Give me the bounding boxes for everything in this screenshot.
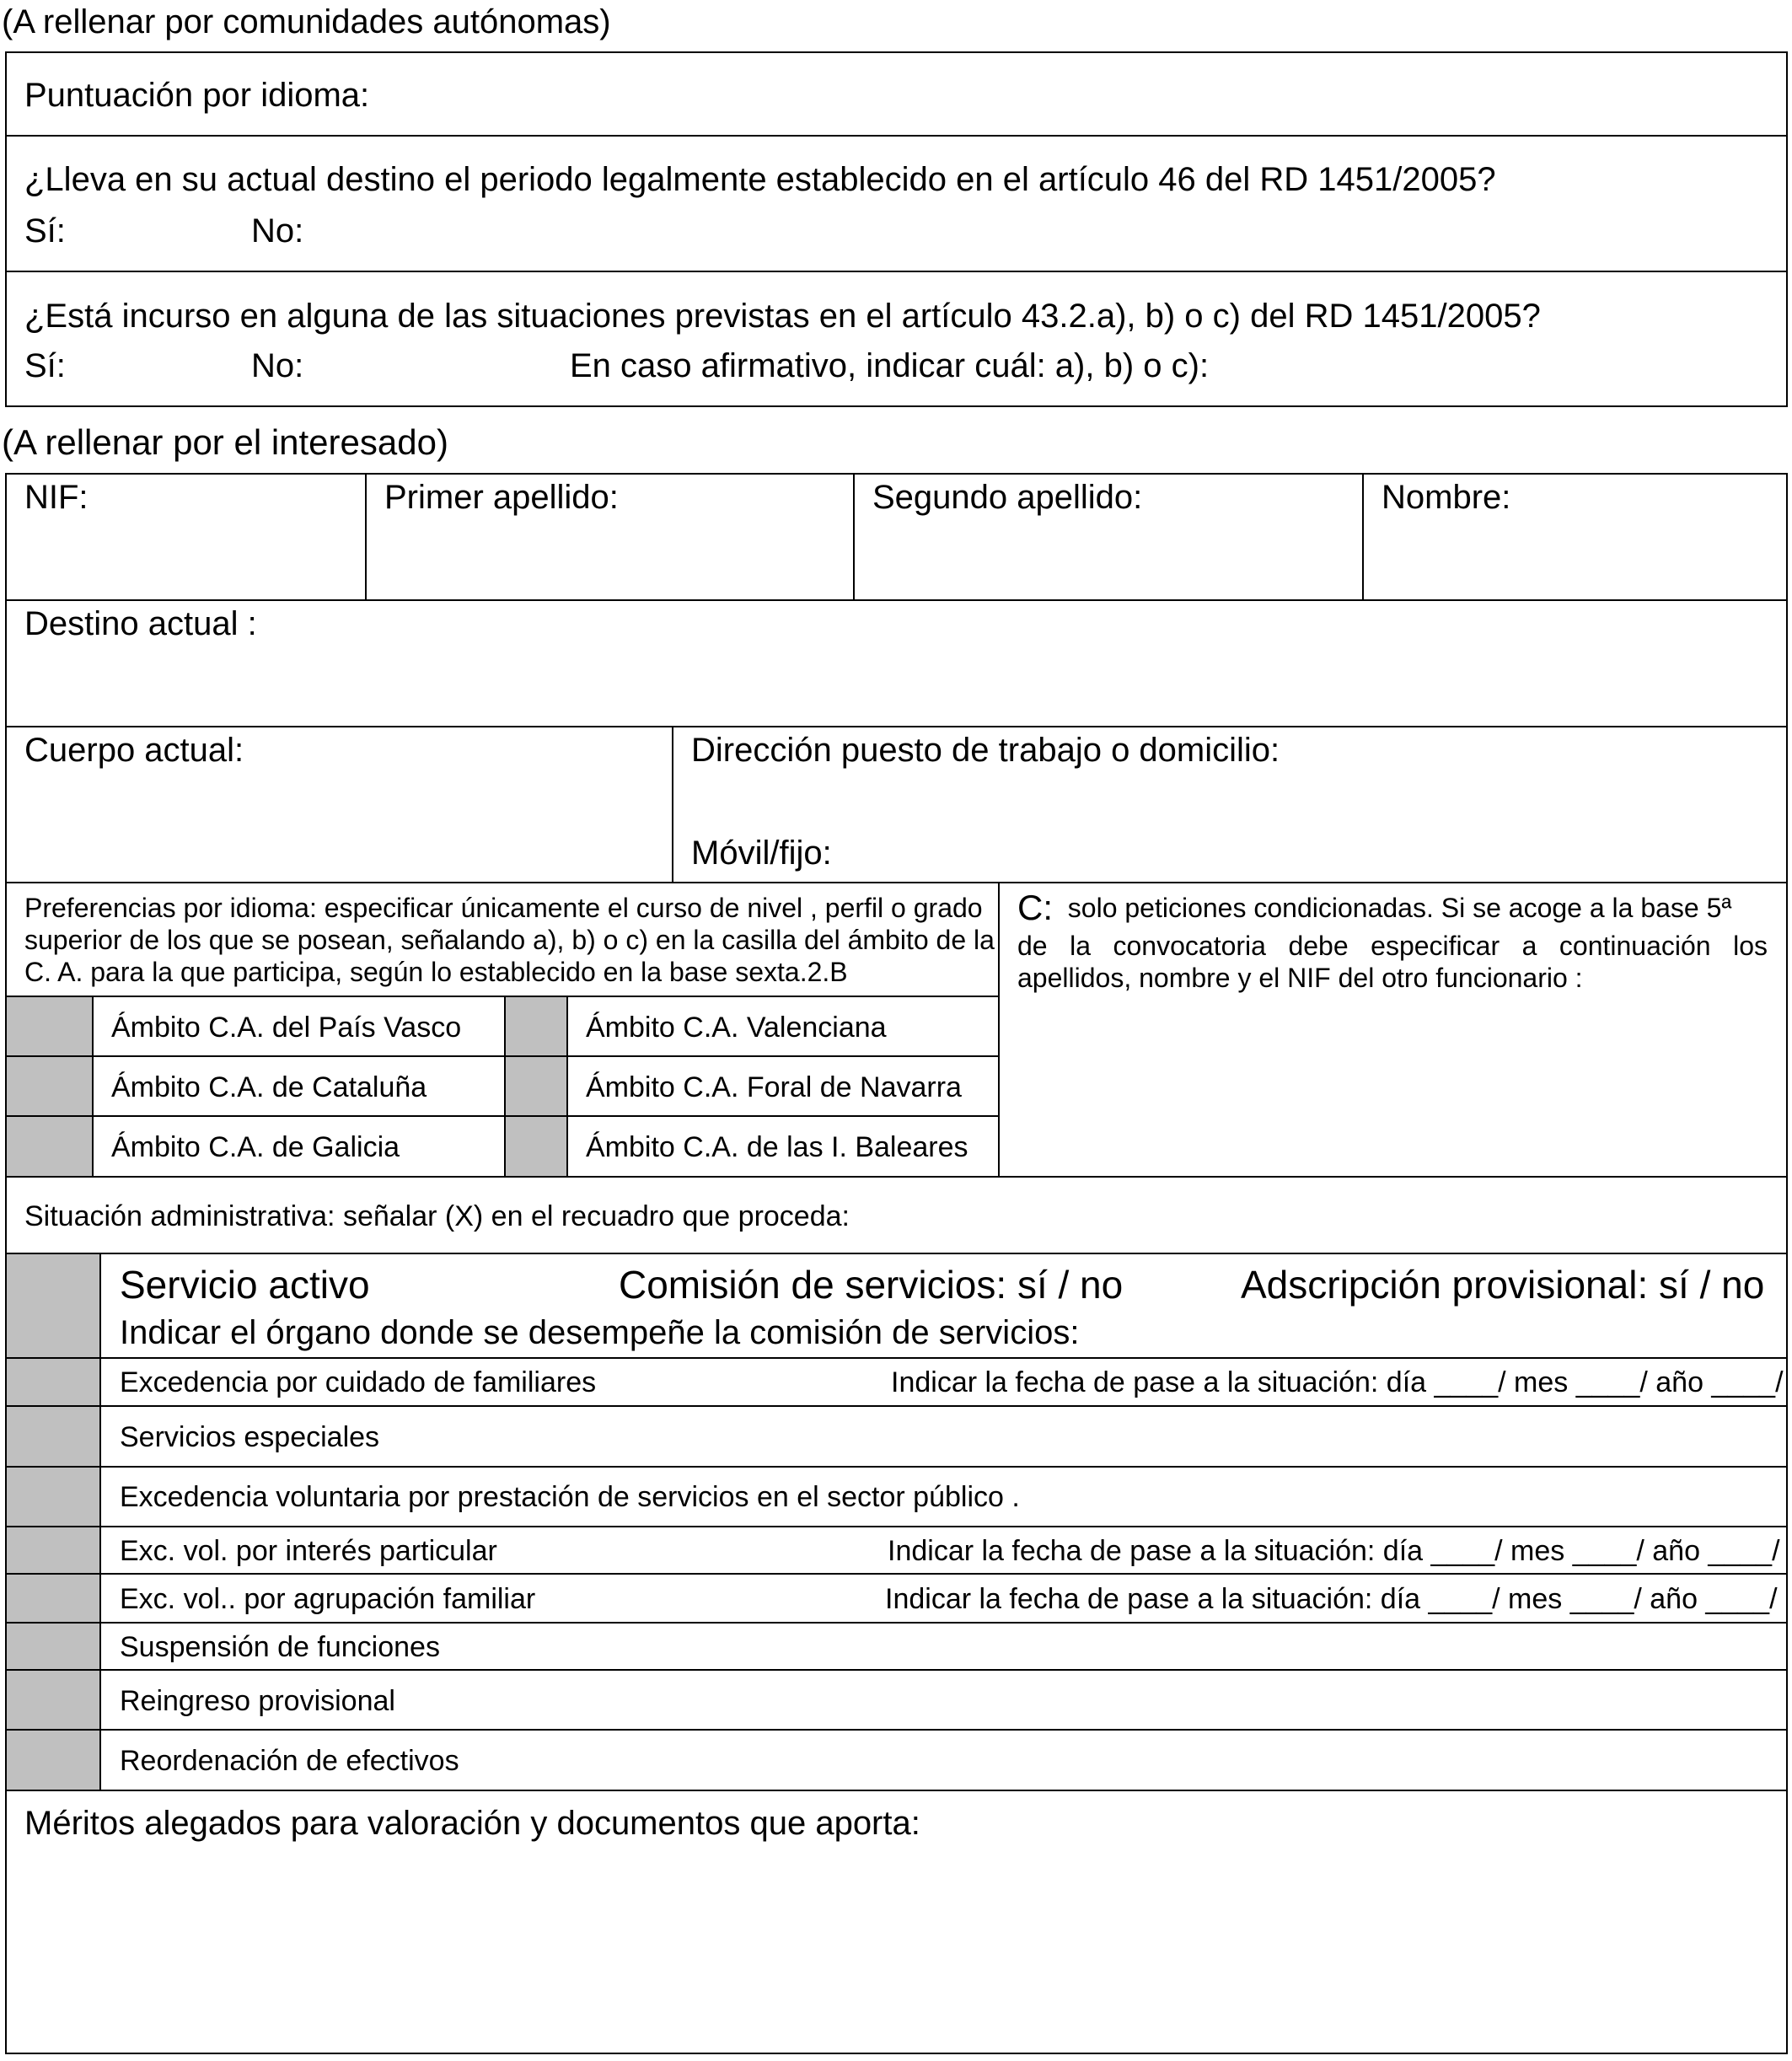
fecha-pase-field[interactable]: Indicar la fecha de pase a la situación: día ____/ mes ____/ año ____/ bbox=[888, 1535, 1780, 1567]
comision-servicios-option[interactable]: Comisión de servicios: sí / no bbox=[619, 1263, 1124, 1307]
suspension-funciones-checkbox[interactable] bbox=[7, 1624, 99, 1669]
condicionadas-line3: apellidos, nombre y el NIF del otro funcionario : bbox=[1017, 963, 1583, 993]
divider bbox=[672, 726, 673, 882]
divider bbox=[365, 473, 367, 599]
ambito-cataluna-checkbox[interactable] bbox=[7, 1057, 92, 1115]
divider bbox=[5, 135, 1788, 137]
divider bbox=[5, 1466, 1788, 1468]
q2-question: ¿Está incurso en alguna de las situaciones previstas en el artículo 43.2.a), b) o c) del RD 1451/2005? bbox=[24, 298, 1541, 335]
reingreso-provisional-checkbox[interactable] bbox=[7, 1671, 99, 1729]
preferencias-line1 bbox=[24, 894, 983, 921]
ambito-label: Ámbito C.A. de las I. Baleares bbox=[586, 1131, 968, 1163]
organo-comision-field[interactable]: Indicar el órgano donde se desempeñe la comisión de servicios: bbox=[120, 1314, 1080, 1351]
section-header-cc-aa: (A rellenar por comunidades autónomas) bbox=[2, 3, 611, 40]
condicionadas-line2: de la convocatoria debe especificar a continuación los bbox=[1017, 931, 1768, 961]
situacion-title: Situación administrativa: señalar (X) en el recuadro que proceda: bbox=[24, 1200, 850, 1232]
condicionadas-line1 bbox=[1017, 890, 1731, 926]
ambito-pais-vasco-checkbox[interactable] bbox=[7, 997, 92, 1055]
preferencias-lead: Preferencias por idioma bbox=[24, 893, 309, 923]
condicionadas-line1-rest: . Si se acoge a la base 5ª bbox=[1425, 893, 1732, 923]
q2-afirmativo-field[interactable]: En caso afirmativo, indicar cuál: a), b) o c): bbox=[570, 347, 1210, 384]
divider bbox=[5, 1176, 1788, 1178]
condicionadas-lead: solo peticiones condicionadas bbox=[1067, 893, 1426, 923]
exc-interes-particular-checkbox[interactable] bbox=[7, 1527, 99, 1573]
servicios-especiales-checkbox[interactable] bbox=[7, 1407, 99, 1466]
servicio-activo-label: Servicio activo bbox=[120, 1263, 370, 1307]
divider bbox=[5, 1055, 998, 1057]
divider bbox=[5, 726, 1788, 727]
cuerpo-actual-field[interactable]: Cuerpo actual: bbox=[24, 732, 244, 769]
divider bbox=[566, 996, 568, 1176]
situacion-row-label: Exc. vol. por interés particular bbox=[120, 1535, 497, 1567]
ambito-label: Ámbito C.A. Foral de Navarra bbox=[586, 1071, 962, 1103]
fecha-pase-field[interactable]: Indicar la fecha de pase a la situación: día ____/ mes ____/ año ____/ bbox=[891, 1366, 1784, 1398]
divider bbox=[5, 1573, 1788, 1575]
preferencias-line1-text: : especificar únicamente el curso de nivel , perfil o grado bbox=[309, 893, 983, 923]
ambito-label: Ámbito C.A. Valenciana bbox=[586, 1012, 887, 1044]
puntuacion-idioma-label: Puntuación por idioma: bbox=[24, 77, 370, 114]
ambito-label: Ámbito C.A. de Galicia bbox=[111, 1131, 400, 1163]
movil-fijo-field[interactable]: Móvil/fijo: bbox=[691, 835, 832, 872]
situacion-row-label: Reordenación de efectivos bbox=[120, 1745, 459, 1777]
ambito-valenciana-checkbox[interactable] bbox=[506, 997, 566, 1055]
divider bbox=[5, 1253, 1788, 1254]
divider bbox=[1362, 473, 1364, 599]
reordenacion-efectivos-checkbox[interactable] bbox=[7, 1731, 99, 1790]
situacion-row-label: Excedencia voluntaria por prestación de servicios en el sector público . bbox=[120, 1481, 1020, 1513]
divider bbox=[5, 599, 1788, 601]
nombre-field[interactable]: Nombre: bbox=[1382, 479, 1511, 516]
divider bbox=[5, 1357, 1788, 1359]
divider bbox=[5, 1622, 1788, 1624]
ambito-navarra-checkbox[interactable] bbox=[506, 1057, 566, 1115]
divider bbox=[5, 1405, 1788, 1407]
adscripcion-provisional-option[interactable]: Adscripción provisional: sí / no bbox=[1241, 1263, 1765, 1307]
divider bbox=[5, 1790, 1788, 1791]
preferencias-line3: C. A. para la que participa, según lo establecido en la base sexta.2.B bbox=[24, 957, 848, 987]
excedencia-sector-publico-checkbox[interactable] bbox=[7, 1468, 99, 1526]
q1-si-field[interactable]: Sí: bbox=[24, 212, 66, 250]
situacion-row-label: Suspensión de funciones bbox=[120, 1631, 440, 1663]
ambito-label: Ámbito C.A. de Cataluña bbox=[111, 1071, 427, 1103]
destino-actual-field[interactable]: Destino actual : bbox=[24, 605, 257, 642]
q1-question: ¿Lleva en su actual destino el periodo legalmente establecido en el artículo 46 del RD 1451/2005? bbox=[24, 161, 1496, 198]
situacion-row-label: Excedencia por cuidado de familiares bbox=[120, 1366, 597, 1398]
situacion-row-label: Servicios especiales bbox=[120, 1421, 380, 1453]
q1-no-field[interactable]: No: bbox=[251, 212, 304, 250]
fecha-pase-field[interactable]: Indicar la fecha de pase a la situación: día ____/ mes ____/ año ____/ bbox=[885, 1583, 1778, 1615]
meritos-label: Méritos alegados para valoración y documentos que aporta: bbox=[24, 1805, 920, 1842]
ambito-baleares-checkbox[interactable] bbox=[506, 1117, 566, 1176]
nif-field[interactable]: NIF: bbox=[24, 479, 89, 516]
meritos-input-area[interactable] bbox=[7, 1854, 1785, 2052]
divider bbox=[5, 1729, 1788, 1731]
divider bbox=[5, 1115, 998, 1117]
direccion-field[interactable]: Dirección puesto de trabajo o domicilio: bbox=[691, 732, 1280, 769]
divider bbox=[99, 1253, 101, 1790]
excedencia-cuidado-checkbox[interactable] bbox=[7, 1359, 99, 1405]
ambito-label: Ámbito C.A. del País Vasco bbox=[111, 1012, 462, 1044]
q2-no-field[interactable]: No: bbox=[251, 347, 304, 384]
condicionadas-input-area[interactable] bbox=[1001, 1003, 1784, 1172]
servicio-activo-checkbox[interactable] bbox=[7, 1254, 99, 1357]
divider bbox=[5, 1526, 1788, 1527]
divider bbox=[5, 271, 1788, 272]
divider bbox=[5, 996, 998, 997]
situacion-row-label: Reingreso provisional bbox=[120, 1685, 395, 1717]
q2-si-field[interactable]: Sí: bbox=[24, 347, 66, 384]
divider bbox=[5, 882, 1788, 883]
condicionadas-c-label: C: bbox=[1017, 888, 1053, 927]
divider bbox=[92, 996, 94, 1176]
divider bbox=[998, 882, 1000, 1176]
situacion-row-label: Exc. vol.. por agrupación familiar bbox=[120, 1583, 536, 1615]
divider bbox=[5, 1669, 1788, 1671]
divider bbox=[853, 473, 855, 599]
section-header-interesado: (A rellenar por el interesado) bbox=[2, 422, 448, 462]
ambito-galicia-checkbox[interactable] bbox=[7, 1117, 92, 1176]
exc-agrupacion-familiar-checkbox[interactable] bbox=[7, 1575, 99, 1622]
preferencias-line2: superior de los que se posean, señalando a), b) o c) en la casilla del ámbito de la bbox=[24, 925, 995, 955]
segundo-apellido-field[interactable]: Segundo apellido: bbox=[872, 479, 1143, 516]
primer-apellido-field[interactable]: Primer apellido: bbox=[384, 479, 619, 516]
